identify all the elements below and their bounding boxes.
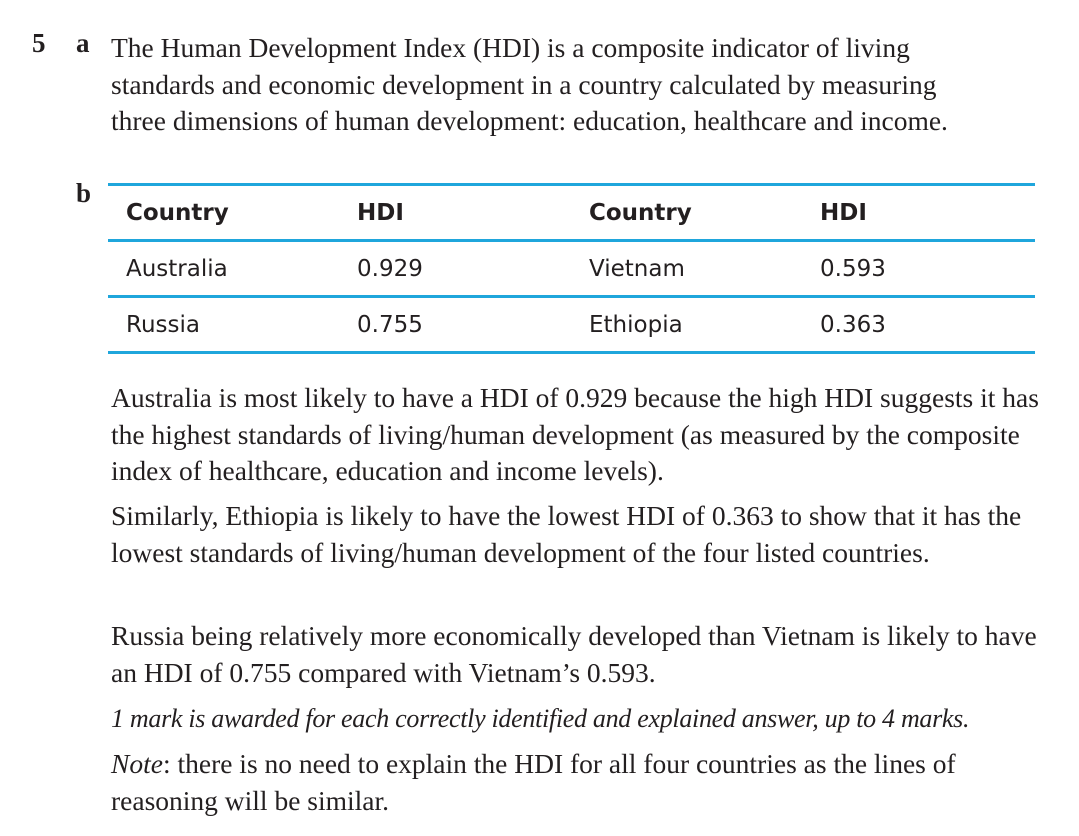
- table-cell: 0.593: [802, 241, 1035, 297]
- note-text: : there is no need to explain the HDI for all four countries as the lines of reasoning will be similar.: [111, 748, 956, 816]
- table-row: [108, 241, 1035, 297]
- header-hdi-2: HDI: [802, 185, 1035, 241]
- part-a-answer: The Human Development Index (HDI) is a composite indicator of living standards and economic development in a country calculated by measuring three dimensions of human development: education, healthcare and income.: [111, 32, 948, 136]
- table-cell: Vietnam: [571, 241, 802, 297]
- answer-paragraph-australia: Australia is most likely to have a HDI of 0.929 because the high HDI suggests it has the highest standards of living/human development (as measured by the composite index of healthcare, education and income levels).: [111, 382, 1039, 486]
- answer-paragraph-ethiopia: Similarly, Ethiopia is likely to have the lowest HDI of 0.363 to show that it has the lowest standards of living/human development of the four listed countries.: [111, 500, 1022, 568]
- question-number: 5: [32, 28, 46, 58]
- table-cell: 0.363: [802, 297, 1035, 353]
- header-hdi-1: HDI: [339, 185, 571, 241]
- header-country-2: Country: [571, 185, 802, 241]
- hdi-table: [108, 183, 1035, 354]
- table-cell: Ethiopia: [571, 297, 802, 353]
- note-label: Note: [111, 748, 163, 779]
- marking-note: 1 mark is awarded for each correctly identified and explained answer, up to 4 marks.: [111, 704, 970, 733]
- table-cell: 0.929: [339, 241, 571, 297]
- table-cell: Australia: [108, 241, 339, 297]
- table-cell: Russia: [108, 297, 339, 353]
- note-paragraph: [111, 746, 1041, 819]
- table-row: [108, 297, 1035, 353]
- part-a-label: a: [76, 28, 90, 58]
- table-header-row: [108, 185, 1035, 241]
- table-cell: 0.755: [339, 297, 571, 353]
- answer-paragraph-russia: Russia being relatively more economically developed than Vietnam is likely to have an HDI of 0.755 compared with Vietnam’s 0.593.: [111, 620, 1037, 688]
- header-country-1: Country: [108, 185, 339, 241]
- part-b-label: b: [76, 178, 92, 208]
